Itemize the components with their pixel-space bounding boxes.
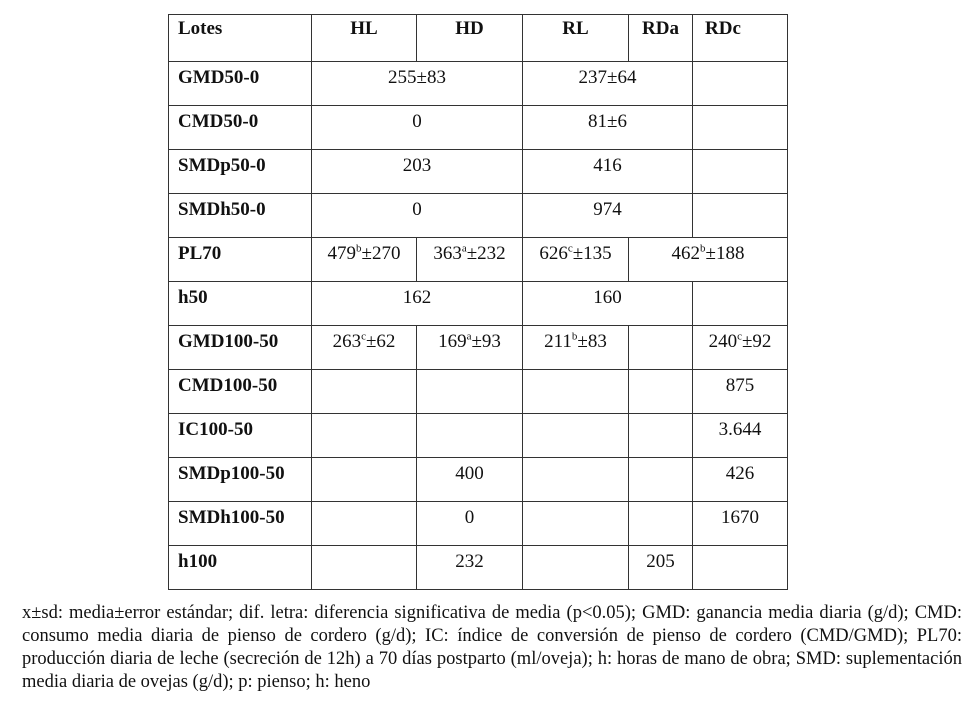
cell-rdc: 1670 — [693, 502, 788, 546]
header-rda: RDa — [629, 15, 693, 62]
table-row — [169, 62, 788, 106]
table-footnote: x±sd: media±error estándar; dif. letra: diferencia significativa de media (p<0.05); GMD: ganancia media diaria (g/d); CMD: consumo media diaria de pienso de cordero (g/d); IC: índice de conversión de pienso de cordero (CMD/GMD); PL70: producción diaria de leche (secreción de 12h) a 70 días postparto (ml/oveja); h: horas de mano de obra; SMD: suplementación media diaria de ovejas (g/d); p: pienso; h: heno — [22, 603, 962, 692]
cell-rda — [629, 458, 693, 502]
cell-rdc: 3.644 — [693, 414, 788, 458]
table-row — [169, 370, 788, 414]
cell-rl-rda: 81±6 — [523, 106, 693, 150]
cell-hd: 232 — [417, 546, 523, 590]
cell-rl — [523, 414, 629, 458]
table-row — [169, 326, 788, 370]
cell-rdc — [693, 194, 788, 238]
header-row — [169, 15, 788, 62]
cell-rdc — [693, 106, 788, 150]
cell-hd: 0 — [417, 502, 523, 546]
cell-hd: 400 — [417, 458, 523, 502]
cell-hl — [312, 370, 417, 414]
cell-hl — [312, 502, 417, 546]
cell-hd — [417, 370, 523, 414]
cell-hd — [417, 414, 523, 458]
cell-rl-rda: 974 — [523, 194, 693, 238]
row-label: SMDp100-50 — [169, 458, 312, 502]
cell-hl-hd: 162 — [312, 282, 523, 326]
cell-hl-hd: 255±83 — [312, 62, 523, 106]
cell-rl-rda: 160 — [523, 282, 693, 326]
row-label: h100 — [169, 546, 312, 590]
row-label: CMD100-50 — [169, 370, 312, 414]
cell-rda-rdc: $462^b\pm 188$ — [629, 238, 788, 282]
cell-rda — [629, 370, 693, 414]
cell-hl — [312, 414, 417, 458]
table-row — [169, 458, 788, 502]
cell-rdc — [693, 546, 788, 590]
header-rdc: RDc — [693, 15, 788, 62]
row-label: GMD50-0 — [169, 62, 312, 106]
cell-rl — [523, 502, 629, 546]
cell-hl-hd: 0 — [312, 194, 523, 238]
cell-rl — [523, 458, 629, 502]
table-row — [169, 150, 788, 194]
cell-rda — [629, 502, 693, 546]
cell-rl: $211^b\pm 83$ — [523, 326, 629, 370]
cell-rl-rda: 416 — [523, 150, 693, 194]
row-label: GMD100-50 — [169, 326, 312, 370]
row-label: SMDh100-50 — [169, 502, 312, 546]
cell-rdc — [693, 62, 788, 106]
table-row — [169, 414, 788, 458]
table-row — [169, 238, 788, 282]
cell-rda — [629, 326, 693, 370]
cell-rl — [523, 370, 629, 414]
row-label: CMD50-0 — [169, 106, 312, 150]
cell-rdc: $240^c\pm 92$ — [693, 326, 788, 370]
table-row — [169, 502, 788, 546]
cell-rl-rda: 237±64 — [523, 62, 693, 106]
cell-rdc: 426 — [693, 458, 788, 502]
cell-hl-hd: 0 — [312, 106, 523, 150]
row-label: PL70 — [169, 238, 312, 282]
table-row — [169, 194, 788, 238]
cell-hl — [312, 458, 417, 502]
cell-rdc: 875 — [693, 370, 788, 414]
cell-rdc — [693, 282, 788, 326]
header-lotes: Lotes — [169, 15, 312, 62]
header-rl: RL — [523, 15, 629, 62]
data-table — [168, 14, 788, 590]
cell-rda: 205 — [629, 546, 693, 590]
cell-hl: $479^b\pm 270$ — [312, 238, 417, 282]
cell-rl — [523, 546, 629, 590]
cell-rl: $626^c\pm 135$ — [523, 238, 629, 282]
row-label: h50 — [169, 282, 312, 326]
header-hd: HD — [417, 15, 523, 62]
cell-hd: $363^a\pm 232$ — [417, 238, 523, 282]
row-label: SMDh50-0 — [169, 194, 312, 238]
row-label: SMDp50-0 — [169, 150, 312, 194]
cell-hl-hd: 203 — [312, 150, 523, 194]
table-row — [169, 106, 788, 150]
table-row — [169, 546, 788, 590]
table-row — [169, 282, 788, 326]
cell-hd: $169^a\pm 93$ — [417, 326, 523, 370]
cell-rdc — [693, 150, 788, 194]
cell-hl — [312, 546, 417, 590]
header-hl: HL — [312, 15, 417, 62]
cell-hl: $263^c\pm 62$ — [312, 326, 417, 370]
row-label: IC100-50 — [169, 414, 312, 458]
cell-rda — [629, 414, 693, 458]
